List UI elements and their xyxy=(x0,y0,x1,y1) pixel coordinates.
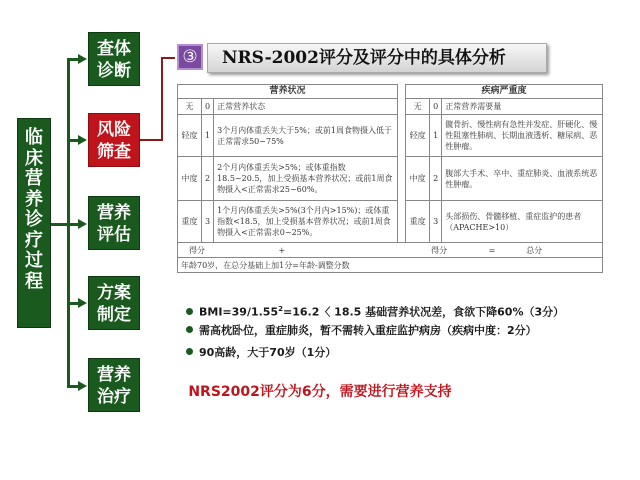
bracket-horizontal-low xyxy=(140,139,162,141)
table-gap xyxy=(398,85,406,99)
right-desc: 髋骨折、慢性病有急性并发症、肝硬化、慢性阻塞性肺病、长期血液透析、糖尿病、恶性肿瘤。 xyxy=(442,115,603,157)
step-label-line1: 营养 xyxy=(97,365,131,385)
step-label-line1: 方案 xyxy=(97,283,131,303)
table-sum-row xyxy=(178,243,603,258)
table-header-nutrition: 营养状况 xyxy=(178,85,398,99)
arrow-head-1 xyxy=(78,54,87,64)
left-grade: 轻度 xyxy=(178,115,202,157)
main-process-label: 临床营养诊疗过程 xyxy=(25,127,43,292)
bullet-dot xyxy=(186,348,193,355)
bullet-text-bmi-sup: 2 xyxy=(278,305,283,313)
table-row xyxy=(178,115,603,157)
step-label-line2: 筛查 xyxy=(97,142,131,162)
sum-label-nutrition: 得分 xyxy=(189,245,205,255)
main-process-box xyxy=(17,118,51,328)
right-score: 0 xyxy=(430,99,442,115)
left-desc: 1个月内体重丢失>5%(3个月内>15%)；或体重指数<18.5，加上受损基本营养状况；或前1周食物摄入<正常需求0~25%。 xyxy=(214,201,398,243)
bullet-text-age: 90高龄，大于70岁（1分） xyxy=(199,346,337,359)
bracket-horizontal-high xyxy=(161,57,175,59)
step-label-line1: 营养 xyxy=(97,203,131,223)
left-score: 2 xyxy=(202,157,214,201)
bullet-text-bmi-post: =16.2〈 18.5 基础营养状况差，食欲下降60%（3分） xyxy=(282,305,565,319)
bullet-text-bmi-pre: BMI=39/1.55 xyxy=(199,305,279,319)
table-row xyxy=(178,157,603,201)
age-note: 年龄70岁，在总分基础上加1分=年龄-调整分数 xyxy=(178,258,603,273)
section-title: NRS-2002评分及评分中的具体分析 xyxy=(207,43,547,73)
step-box-plan xyxy=(88,276,140,330)
bullet-text-disease: 需高枕卧位，重症肺炎，暂不需转入重症监护病房（疾病中度：2分） xyxy=(199,324,537,337)
sum-label-disease: 得分 xyxy=(431,245,448,255)
sum-plus: + xyxy=(278,245,286,255)
table-gap xyxy=(398,99,406,115)
right-score: 3 xyxy=(430,201,442,243)
list-item xyxy=(186,299,564,321)
step-box-diagnosis xyxy=(88,32,140,86)
right-grade: 重度 xyxy=(406,201,430,243)
bracket-vertical xyxy=(161,57,163,141)
left-grade: 无 xyxy=(178,99,202,115)
left-grade: 中度 xyxy=(178,157,202,201)
left-desc: 2个月内体重丢失>5%；或体重指数18.5~20.5，加上受损基本营养状况；或前1周食物摄入<正常需求25~60%。 xyxy=(214,157,398,201)
step-box-assessment xyxy=(88,196,140,250)
arrow-head-4 xyxy=(78,298,87,308)
step-label-line2: 诊断 xyxy=(97,61,131,81)
right-desc: 腹部大手术、卒中、重症肺炎、血液系统恶性肿瘤。 xyxy=(442,157,603,201)
step-label-line2: 评估 xyxy=(97,225,131,245)
right-grade: 中度 xyxy=(406,157,430,201)
table-gap xyxy=(398,201,406,243)
table-header-disease: 疾病严重度 xyxy=(406,85,603,99)
step-label-line1: 风险 xyxy=(97,120,131,140)
left-score: 0 xyxy=(202,99,214,115)
bullet-dot xyxy=(186,326,193,333)
list-item xyxy=(186,343,564,365)
left-desc: 3个月内体重丢失大于5%；或前1周食物摄入低于正常需求50~75% xyxy=(214,115,398,157)
arrow-head-3 xyxy=(78,219,87,229)
sum-equals: = xyxy=(488,245,496,255)
section-number-badge: ③ xyxy=(177,44,203,70)
left-score: 1 xyxy=(202,115,214,157)
right-score: 1 xyxy=(430,115,442,157)
analysis-list xyxy=(186,299,564,365)
table-age-row xyxy=(178,258,603,273)
step-label-line2: 制定 xyxy=(97,305,131,325)
right-grade: 轻度 xyxy=(406,115,430,157)
branch-line-3 xyxy=(51,223,79,226)
conclusion-text: NRS2002评分为6分，需要进行营养支持 xyxy=(188,384,452,400)
right-desc: 正常营养需要量 xyxy=(442,99,603,115)
left-desc: 正常营养状态 xyxy=(214,99,398,115)
sum-label-total: 总分 xyxy=(526,245,543,255)
right-grade: 无 xyxy=(406,99,430,115)
nrs2002-table xyxy=(177,84,603,273)
table-gap xyxy=(398,115,406,157)
step-box-risk-screening xyxy=(88,113,140,167)
table-row xyxy=(178,99,603,115)
left-score: 3 xyxy=(202,201,214,243)
sum-row-cell xyxy=(178,243,603,258)
bullet-dot xyxy=(186,308,193,315)
arrow-head-2 xyxy=(78,135,87,145)
right-desc: 头部损伤、骨髓移植、重症监护的患者（APACHE>10） xyxy=(442,201,603,243)
step-label-line1: 查体 xyxy=(97,39,131,59)
table-gap xyxy=(398,157,406,201)
right-score: 2 xyxy=(430,157,442,201)
table-row xyxy=(178,201,603,243)
list-item xyxy=(186,321,564,343)
left-grade: 重度 xyxy=(178,201,202,243)
step-label-line2: 治疗 xyxy=(97,387,131,407)
